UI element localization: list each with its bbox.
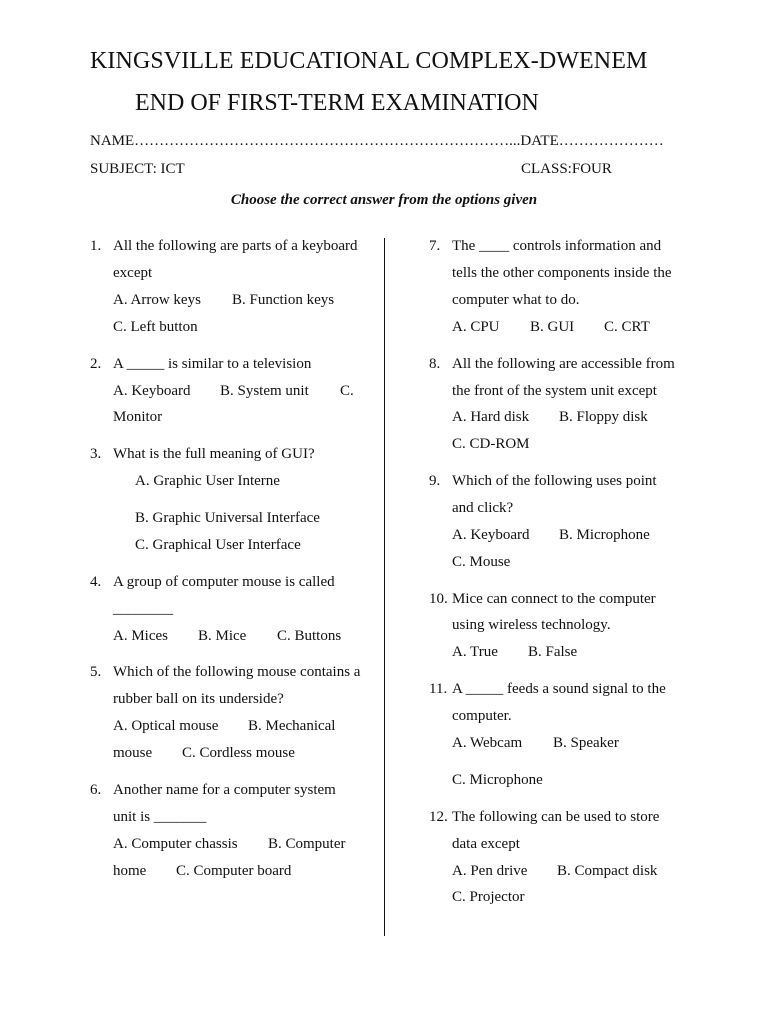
question-number: 2. bbox=[90, 356, 102, 372]
option-c: C. Graphical User Interface bbox=[135, 537, 301, 553]
option-a: A. Mices bbox=[113, 628, 168, 644]
option-b-text: mouse bbox=[113, 745, 153, 761]
option-a: A. True bbox=[452, 644, 498, 660]
option-b: B. Function keys bbox=[232, 292, 335, 308]
subject-label: SUBJECT: ICT bbox=[90, 161, 185, 177]
option-a: A. Keyboard bbox=[113, 383, 191, 399]
question-text: unit is _______ bbox=[113, 809, 207, 825]
option-b: B. Mechanical bbox=[248, 718, 336, 734]
option-c: C. Computer board bbox=[176, 863, 292, 879]
question-text: All the following are parts of a keyboard bbox=[113, 238, 358, 254]
question-text: data except bbox=[452, 836, 520, 852]
question-text: All the following are accessible from bbox=[452, 356, 675, 372]
question-text: A _____ is similar to a television bbox=[113, 356, 312, 372]
option-b: B. System unit bbox=[220, 383, 309, 399]
question-number: 1. bbox=[90, 238, 102, 254]
option-c: C. Cordless mouse bbox=[182, 745, 295, 761]
question-text: Another name for a computer system bbox=[113, 782, 336, 798]
option-b: B. Computer bbox=[268, 836, 346, 852]
question-text: Mice can connect to the computer bbox=[452, 591, 656, 607]
option-b: B. Graphic Universal Interface bbox=[135, 510, 320, 526]
question-text: tells the other components inside the bbox=[452, 265, 672, 281]
option-b-text: home bbox=[113, 863, 147, 879]
question-number: 4. bbox=[90, 574, 102, 590]
exam-title: END OF FIRST-TERM EXAMINATION bbox=[135, 90, 539, 116]
option-a: A. Arrow keys bbox=[113, 292, 201, 308]
question-text: Which of the following mouse contains a bbox=[113, 664, 361, 680]
option-c: C. Left button bbox=[113, 319, 198, 335]
option-a: A. Computer chassis bbox=[113, 836, 238, 852]
question-number: 5. bbox=[90, 664, 102, 680]
question-number: 12. bbox=[429, 809, 448, 825]
question-text: except bbox=[113, 265, 153, 281]
name-date-line: NAME…………………………………………………………………...DATE………………… bbox=[90, 133, 664, 149]
option-a: A. Graphic User Interne bbox=[135, 473, 280, 489]
option-c: C. Microphone bbox=[452, 772, 543, 788]
option-a: A. Hard disk bbox=[452, 409, 530, 425]
question-number: 3. bbox=[90, 446, 102, 462]
option-b: B. Mice bbox=[198, 628, 247, 644]
answer-blank: ________ bbox=[113, 601, 173, 617]
question-text: A _____ feeds a sound signal to the bbox=[452, 681, 666, 697]
question-text: using wireless technology. bbox=[452, 617, 611, 633]
instructions: Choose the correct answer from the options given bbox=[230, 192, 538, 208]
option-c: C. bbox=[340, 383, 354, 399]
option-c-text: Monitor bbox=[113, 409, 163, 425]
question-text: What is the full meaning of GUI? bbox=[113, 446, 315, 462]
question-number: 8. bbox=[429, 356, 441, 372]
question-number: 9. bbox=[429, 473, 441, 489]
option-b: B. Floppy disk bbox=[559, 409, 648, 425]
option-a: A. Keyboard bbox=[452, 527, 530, 543]
question-text: computer what to do. bbox=[452, 292, 580, 308]
option-a: A. Optical mouse bbox=[113, 718, 219, 734]
option-b: B. Compact disk bbox=[557, 863, 658, 879]
option-b: B. Speaker bbox=[553, 735, 619, 751]
option-c: C. CRT bbox=[604, 319, 650, 335]
option-b: B. False bbox=[528, 644, 578, 660]
option-c: C. Projector bbox=[452, 889, 525, 905]
question-number: 7. bbox=[429, 238, 441, 254]
question-text: The ____ controls information and bbox=[452, 238, 662, 254]
class-label: CLASS:FOUR bbox=[521, 161, 612, 177]
question-text: computer. bbox=[452, 708, 512, 724]
option-c: C. Mouse bbox=[452, 554, 511, 570]
question-text: rubber ball on its underside? bbox=[113, 691, 284, 707]
question-text: and click? bbox=[452, 500, 514, 516]
option-a: A. Webcam bbox=[452, 735, 523, 751]
option-a: A. CPU bbox=[452, 319, 500, 335]
question-number: 11. bbox=[429, 681, 448, 697]
question-text: Which of the following uses point bbox=[452, 473, 657, 489]
question-number: 6. bbox=[90, 782, 102, 798]
option-c: C. CD-ROM bbox=[452, 436, 530, 452]
question-text: the front of the system unit except bbox=[452, 383, 657, 399]
question-text: A group of computer mouse is called bbox=[113, 574, 335, 590]
column-divider bbox=[384, 238, 385, 936]
question-number: 10. bbox=[429, 591, 448, 607]
option-c: C. Buttons bbox=[277, 628, 342, 644]
question-text: The following can be used to store bbox=[452, 809, 660, 825]
school-name: KINGSVILLE EDUCATIONAL COMPLEX-DWENEM bbox=[90, 48, 648, 74]
option-b: B. GUI bbox=[530, 319, 575, 335]
option-b: B. Microphone bbox=[559, 527, 650, 543]
option-a: A. Pen drive bbox=[452, 863, 528, 879]
